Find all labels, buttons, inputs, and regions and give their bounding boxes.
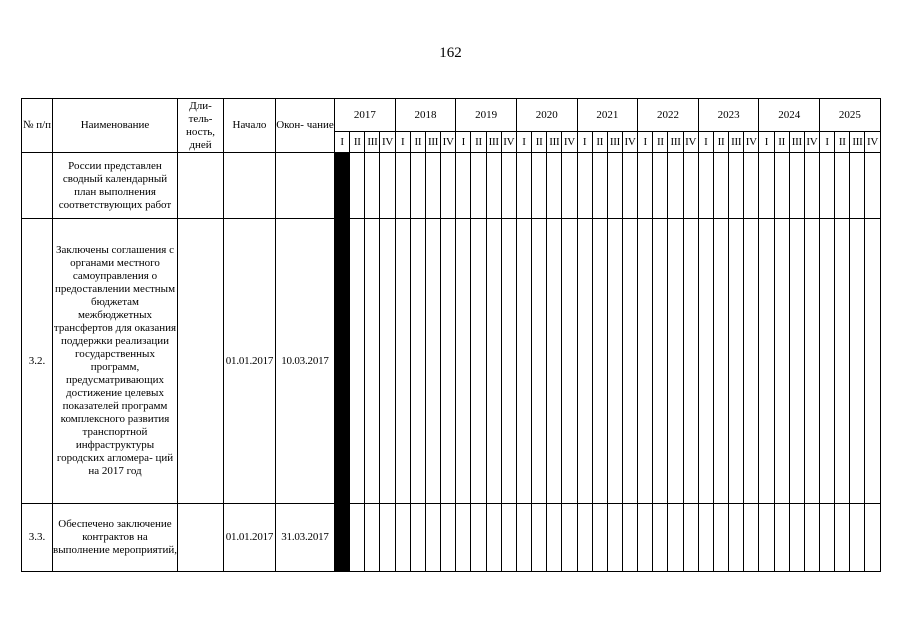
gantt-cell	[713, 153, 728, 219]
quarter-header: IV	[865, 132, 880, 153]
gantt-cell	[774, 153, 789, 219]
header-num: № п/п	[22, 99, 53, 153]
gantt-bar-cell	[335, 153, 350, 219]
gantt-cell	[683, 219, 698, 504]
gantt-cell	[471, 153, 486, 219]
row-end-date: 31.03.2017	[276, 504, 335, 572]
gantt-cell	[516, 504, 531, 572]
gantt-cell	[395, 504, 410, 572]
gantt-cell	[865, 504, 880, 572]
gantt-cell	[698, 504, 713, 572]
gantt-cell	[471, 504, 486, 572]
quarter-header: IV	[501, 132, 516, 153]
gantt-cell	[638, 153, 653, 219]
gantt-cell	[471, 219, 486, 504]
gantt-cell	[607, 153, 622, 219]
gantt-cell	[395, 153, 410, 219]
quarter-header: IV	[562, 132, 577, 153]
gantt-cell	[653, 504, 668, 572]
gantt-cell	[577, 219, 592, 504]
quarter-header: I	[577, 132, 592, 153]
gantt-cell	[668, 219, 683, 504]
row-end-date	[276, 153, 335, 219]
gantt-cell	[789, 153, 804, 219]
gantt-cell	[744, 153, 759, 219]
gantt-cell	[410, 219, 425, 504]
row-name: Обеспечено заключение контрактов на выполнение мероприятий,	[53, 504, 178, 572]
gantt-cell	[456, 504, 471, 572]
gantt-cell	[365, 153, 380, 219]
gantt-cell	[547, 153, 562, 219]
gantt-cell	[683, 153, 698, 219]
quarter-header: I	[456, 132, 471, 153]
gantt-cell	[486, 219, 501, 504]
year-header: 2023	[698, 99, 759, 132]
quarter-header: II	[774, 132, 789, 153]
gantt-cell	[486, 504, 501, 572]
gantt-cell	[759, 219, 774, 504]
gantt-cell	[425, 153, 440, 219]
quarter-header: I	[698, 132, 713, 153]
gantt-cell	[804, 219, 819, 504]
gantt-cell	[835, 153, 850, 219]
quarter-header: III	[729, 132, 744, 153]
gantt-cell	[350, 504, 365, 572]
table-row	[22, 219, 881, 504]
gantt-cell	[441, 219, 456, 504]
gantt-cell	[713, 219, 728, 504]
row-start-date: 01.01.2017	[224, 504, 276, 572]
year-header: 2017	[335, 99, 396, 132]
gantt-cell	[668, 153, 683, 219]
row-start-date	[224, 153, 276, 219]
gantt-cell	[835, 219, 850, 504]
quarter-header: III	[607, 132, 622, 153]
gantt-cell	[547, 219, 562, 504]
gantt-bar-cell	[335, 504, 350, 572]
table-row	[22, 153, 881, 219]
gantt-cell	[592, 504, 607, 572]
gantt-cell	[501, 219, 516, 504]
gantt-cell	[456, 219, 471, 504]
quarter-header: IV	[622, 132, 637, 153]
gantt-cell	[456, 153, 471, 219]
gantt-cell	[532, 153, 547, 219]
gantt-cell	[683, 504, 698, 572]
year-header: 2022	[638, 99, 699, 132]
row-start-date: 01.01.2017	[224, 219, 276, 504]
gantt-cell	[850, 504, 865, 572]
gantt-cell	[441, 153, 456, 219]
header-end: Окон- чание	[276, 99, 335, 153]
gantt-cell	[622, 219, 637, 504]
gantt-cell	[410, 153, 425, 219]
quarter-header: II	[410, 132, 425, 153]
page-number: 162	[439, 45, 462, 61]
year-header: 2018	[395, 99, 456, 132]
quarter-header: II	[592, 132, 607, 153]
gantt-table	[21, 98, 881, 572]
row-name: России представлен сводный календарный план выполнения соответствующих работ	[53, 153, 178, 219]
quarter-header: IV	[744, 132, 759, 153]
gantt-cell	[486, 153, 501, 219]
quarter-header: II	[350, 132, 365, 153]
quarter-header: III	[365, 132, 380, 153]
gantt-cell	[638, 219, 653, 504]
quarter-header: III	[789, 132, 804, 153]
row-end-date: 10.03.2017	[276, 219, 335, 504]
gantt-cell	[547, 504, 562, 572]
quarter-header: I	[820, 132, 835, 153]
quarter-header: II	[471, 132, 486, 153]
gantt-cell	[532, 504, 547, 572]
gantt-cell	[729, 504, 744, 572]
gantt-cell	[532, 219, 547, 504]
table-row	[22, 504, 881, 572]
gantt-cell	[577, 153, 592, 219]
row-duration	[178, 504, 224, 572]
table-body	[22, 153, 881, 572]
gantt-cell	[850, 153, 865, 219]
quarter-header: II	[653, 132, 668, 153]
quarter-header: II	[713, 132, 728, 153]
gantt-cell	[350, 153, 365, 219]
gantt-cell	[744, 504, 759, 572]
quarter-header: I	[759, 132, 774, 153]
quarter-header: IV	[441, 132, 456, 153]
quarter-header: I	[516, 132, 531, 153]
gantt-cell	[850, 219, 865, 504]
gantt-cell	[607, 504, 622, 572]
row-name: Заключены соглашения с органами местного самоуправления о предоставлении местным бюджетам межбюджетных трансфертов для оказания поддержки реализации государственных программ, предусматривающих достижение целевых показателей программ комплексного развития транспортной инфраструктуры городских агломера- ций на 2017 год	[53, 219, 178, 504]
gantt-cell	[744, 219, 759, 504]
gantt-cell	[820, 504, 835, 572]
gantt-cell	[425, 504, 440, 572]
gantt-bar-cell	[335, 219, 350, 504]
gantt-cell	[577, 504, 592, 572]
gantt-cell	[698, 219, 713, 504]
gantt-cell	[592, 153, 607, 219]
header-duration: Дли- тель- ность, дней	[178, 99, 224, 153]
gantt-cell	[835, 504, 850, 572]
gantt-cell	[607, 219, 622, 504]
quarter-header: II	[835, 132, 850, 153]
row-number: 3.2.	[22, 219, 53, 504]
gantt-cell	[653, 219, 668, 504]
gantt-cell	[410, 504, 425, 572]
gantt-cell	[865, 153, 880, 219]
row-number	[22, 153, 53, 219]
gantt-cell	[804, 504, 819, 572]
quarter-header: IV	[683, 132, 698, 153]
gantt-cell	[380, 153, 395, 219]
gantt-cell	[713, 504, 728, 572]
gantt-cell	[759, 153, 774, 219]
gantt-cell	[380, 504, 395, 572]
header-name: Наименование	[53, 99, 178, 153]
gantt-cell	[441, 504, 456, 572]
row-duration	[178, 153, 224, 219]
row-number: 3.3.	[22, 504, 53, 572]
gantt-cell	[668, 504, 683, 572]
header-start: Начало	[224, 99, 276, 153]
quarter-header: III	[486, 132, 501, 153]
gantt-cell	[804, 153, 819, 219]
gantt-cell	[774, 504, 789, 572]
gantt-cell	[380, 219, 395, 504]
gantt-cell	[622, 504, 637, 572]
gantt-cell	[759, 504, 774, 572]
gantt-cell	[729, 219, 744, 504]
quarter-header: III	[668, 132, 683, 153]
quarter-header: I	[395, 132, 410, 153]
gantt-cell	[365, 504, 380, 572]
gantt-cell	[622, 153, 637, 219]
year-header: 2024	[759, 99, 820, 132]
row-duration	[178, 219, 224, 504]
gantt-cell	[774, 219, 789, 504]
quarter-header: III	[425, 132, 440, 153]
year-header: 2025	[820, 99, 881, 132]
year-header: 2020	[516, 99, 577, 132]
gantt-cell	[592, 219, 607, 504]
gantt-cell	[653, 153, 668, 219]
gantt-cell	[789, 504, 804, 572]
gantt-cell	[395, 219, 410, 504]
gantt-cell	[365, 219, 380, 504]
gantt-cell	[501, 153, 516, 219]
gantt-cell	[562, 219, 577, 504]
quarter-header: III	[850, 132, 865, 153]
gantt-cell	[516, 219, 531, 504]
gantt-cell	[729, 153, 744, 219]
year-header: 2021	[577, 99, 638, 132]
gantt-cell	[501, 504, 516, 572]
quarter-header: IV	[380, 132, 395, 153]
gantt-cell	[865, 219, 880, 504]
year-header-row	[22, 99, 881, 132]
gantt-cell	[820, 153, 835, 219]
gantt-cell	[820, 219, 835, 504]
quarter-header: II	[532, 132, 547, 153]
gantt-cell	[425, 219, 440, 504]
gantt-cell	[516, 153, 531, 219]
quarter-header: I	[638, 132, 653, 153]
gantt-cell	[562, 504, 577, 572]
quarter-header: III	[547, 132, 562, 153]
quarter-header: I	[335, 132, 350, 153]
gantt-cell	[638, 504, 653, 572]
gantt-cell	[789, 219, 804, 504]
year-header: 2019	[456, 99, 517, 132]
quarter-header: IV	[804, 132, 819, 153]
gantt-cell	[698, 153, 713, 219]
gantt-cell	[350, 219, 365, 504]
gantt-cell	[562, 153, 577, 219]
